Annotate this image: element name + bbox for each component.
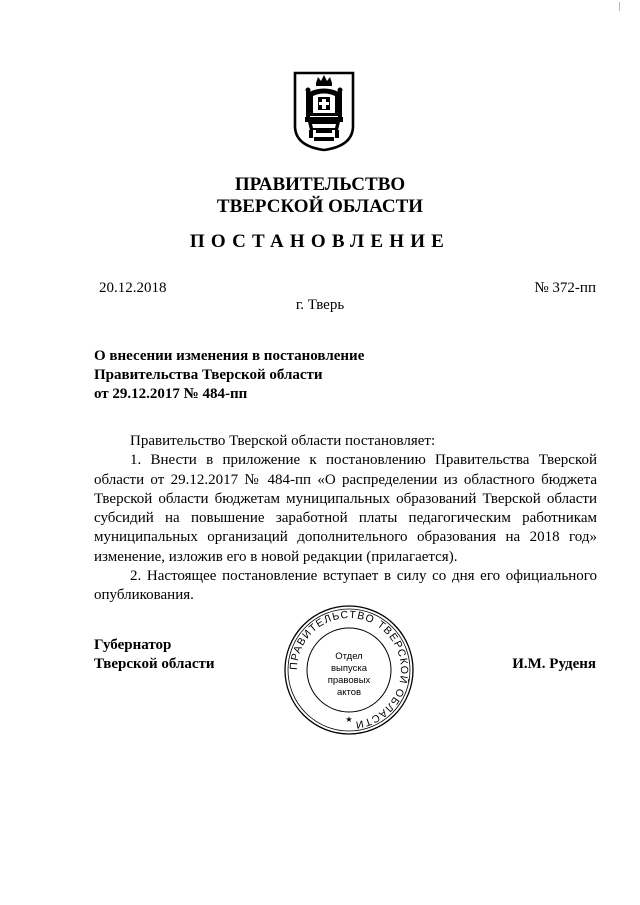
signatory-name: И.М. Руденя (512, 656, 596, 672)
subject-line: Правительства Тверской области (94, 367, 323, 383)
stamp-text-line: выпуска (330, 663, 368, 674)
body-item-2: 2. Настоящее постановление вступает в силу со дня его официального опубликования. (94, 568, 597, 604)
document-subject (94, 347, 364, 404)
body-intro: Правительство Тверской области постановляет: (130, 433, 436, 449)
official-stamp (282, 603, 416, 737)
subject-line: О внесении изменения в постановление (94, 348, 365, 364)
org-name-line2: ТВЕРСКОЙ ОБЛАСТИ (216, 196, 424, 217)
subject-line: от 29.12.2017 № 484-пп (94, 386, 248, 402)
stamp-text-line: правовых (327, 675, 371, 686)
document-body (94, 432, 597, 606)
document-date: 20.12.2018 (99, 280, 167, 296)
signature-title-line: Тверской области (94, 656, 215, 672)
stamp-text-line: актов (336, 687, 362, 698)
signature-title-line: Губернатор (94, 637, 172, 653)
document-city: г. Тверь (295, 297, 345, 313)
document-type-title: ПОСТАНОВЛЕНИЕ (189, 231, 451, 252)
coat-of-arms-icon (292, 70, 356, 152)
org-name-line1: ПРАВИТЕЛЬСТВО (234, 174, 406, 195)
document-number: № 372-пп (534, 280, 596, 296)
scan-mark (619, 2, 620, 11)
stamp-star-icon: ★ (345, 715, 353, 724)
body-item-1: 1. Внести в приложение к постановлению Правительства Тверской области от 29.12.2017 № 484-пп «О распределении из областного бюджета Тверской области бюджетам муниципальных образований Тверской области субсидий на повышение заработной платы педагогическим работникам муниципальных организаций дополнительного образования на 2018 год» изменение, изложив его в новой редакции (прилагается). (94, 452, 597, 565)
stamp-ring-text: ПРАВИТЕЛЬСТВО ТВЕРСКОЙ ОБЛАСТИ (287, 608, 411, 731)
signature-title (94, 636, 215, 674)
stamp-text-line: Отдел (335, 651, 363, 662)
